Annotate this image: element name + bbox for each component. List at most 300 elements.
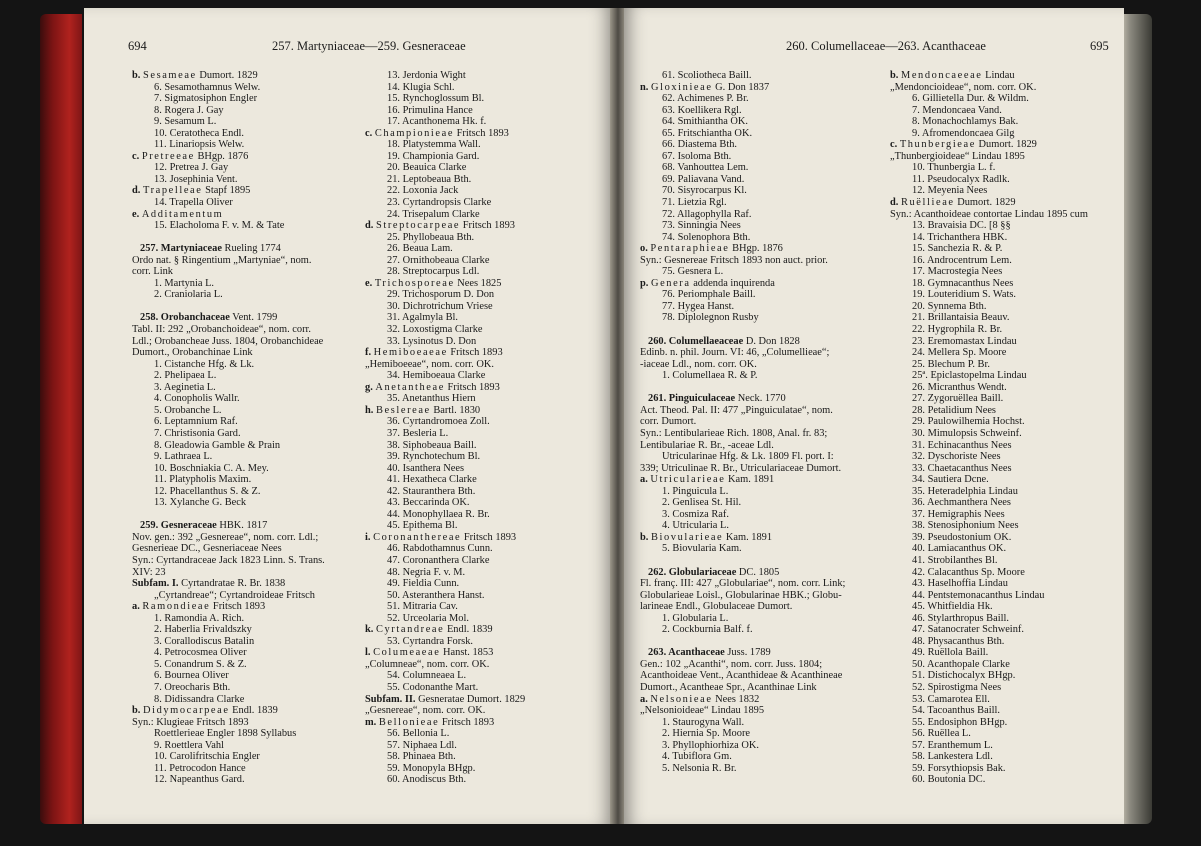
text-line: 6. Bournea Oliver bbox=[154, 670, 229, 682]
text-line: 71. Lietzia Rgl. bbox=[662, 197, 727, 209]
text-line: 10. Boschniakia C. A. Mey. bbox=[154, 462, 269, 474]
text-line: p. Genera addenda inquirenda bbox=[640, 277, 775, 289]
text-line: 21. Leptobeaua Bth. bbox=[387, 173, 472, 185]
text-line: 9. Afromendoncaea Gilg bbox=[912, 127, 1015, 139]
tribe-letter: b. bbox=[132, 70, 143, 81]
text-line: 15. Sanchezia R. & P. bbox=[912, 243, 1003, 255]
text-column bbox=[365, 70, 605, 786]
text-line: 1. Martynia L. bbox=[154, 277, 215, 289]
tribe-letter: g. bbox=[365, 381, 376, 393]
text-line: 3. Cosmiza Raf. bbox=[662, 508, 729, 520]
text-line: 19. Louteridium S. Wats. bbox=[912, 289, 1017, 301]
tribe-name: Mendoncaeeae bbox=[900, 70, 983, 81]
text-line: 18. Gymnacanthus Nees bbox=[912, 277, 1014, 289]
text-line: d. Ruëllieae Dumort. 1829 bbox=[890, 197, 1016, 209]
text-line: 9. Sesamum L. bbox=[154, 116, 217, 128]
tribe-letter: a. bbox=[640, 693, 651, 705]
text-line: 13. Bravaisia DC. [8 §§ bbox=[912, 220, 1011, 232]
text-line: 44. Pentstemonacanthus Lindau bbox=[912, 589, 1045, 601]
text-line: 52. Urceolaria Mol. bbox=[387, 612, 469, 624]
text-line: Syn.: Gesnereae Fritsch 1893 non auct. prior. bbox=[640, 254, 828, 266]
text-line: e. Trichosporeae Nees 1825 bbox=[365, 277, 502, 289]
text-line: 47. Coronanthera Clarke bbox=[387, 554, 490, 566]
text-line: h. Beslereae Bartl. 1830 bbox=[365, 404, 481, 416]
text-line: 12. Napeanthus Gard. bbox=[154, 774, 245, 786]
text-line: 29. Paulowilhemia Hochst. bbox=[912, 416, 1025, 428]
text-line: 35. Heteradelphia Lindau bbox=[912, 485, 1018, 497]
tribe-name: Ramondieae bbox=[142, 601, 211, 613]
family-name: 263. Acanthaceae bbox=[648, 647, 725, 659]
text-line: Subfam. I. Cyrtandratae R. Br. 1838 bbox=[132, 578, 286, 590]
text-line: 5. Conandrum S. & Z. bbox=[154, 658, 247, 670]
text-line: 7. Christisonia Gard. bbox=[154, 427, 241, 439]
text-line bbox=[132, 209, 372, 221]
text-line: 5. Orobanche L. bbox=[154, 404, 222, 416]
text-line: a. Nelsonieae Nees 1832 bbox=[640, 693, 760, 705]
text-line: 2. Haberlia Frivaldszky bbox=[154, 624, 252, 636]
tribe-name: Hemiboeaeae bbox=[373, 347, 448, 359]
text-line: a. Ramondieae Fritsch 1893 bbox=[132, 601, 266, 613]
text-line: 263. Acanthaceae Juss. 1789 bbox=[648, 647, 771, 659]
text-line: 17. Macrostegia Nees bbox=[912, 266, 1003, 278]
text-line: 59. Monopyla BHgp. bbox=[387, 762, 476, 774]
text-line: b. Sesameae Dumort. 1829 bbox=[132, 70, 258, 81]
text-line: 24. Mellera Sp. Moore bbox=[912, 347, 1007, 359]
text-line: 50. Asteranthera Hanst. bbox=[387, 589, 485, 601]
text-line: k. Cyrtandreae Endl. 1839 bbox=[365, 624, 493, 636]
text-line: 64. Smithiantha OK. bbox=[662, 116, 749, 128]
text-line: 78. Diplolegnon Rusby bbox=[662, 312, 759, 324]
text-line: 12. Meyenia Nees bbox=[912, 185, 988, 197]
text-line: 20. Beauica Clarke bbox=[387, 162, 467, 174]
tribe-name: Additamentum bbox=[141, 208, 224, 220]
text-line: l. Columeaeae Hanst. 1853 bbox=[365, 647, 494, 659]
text-line: 55. Endosiphon BHgp. bbox=[912, 716, 1008, 728]
text-line: 57. Eranthemum L. bbox=[912, 739, 993, 751]
text-line: 15. Elacholoma F. v. M. & Tate bbox=[154, 220, 285, 232]
text-line: 1. Ramondia A. Rich. bbox=[154, 612, 245, 624]
text-line: Gen.: 102 „Acanthi“, nom. corr. Juss. 1804; bbox=[640, 658, 823, 670]
text-line: 28. Petalidium Nees bbox=[912, 404, 996, 416]
text-line: „Hemiboeeae“, nom. corr. OK. bbox=[365, 358, 494, 370]
text-line: 30. Mimulopsis Schweinf. bbox=[912, 427, 1022, 439]
text-line: 41. Strobilanthes Bl. bbox=[912, 554, 998, 566]
text-line: g. Anetantheae Fritsch 1893 bbox=[365, 381, 500, 393]
text-line: 9. Roettlera Vahl bbox=[154, 739, 224, 751]
text-column bbox=[132, 70, 372, 786]
text-line: 39. Rynchotechum Bl. bbox=[387, 451, 481, 463]
text-line: „Nelsonioideae“ Lindau 1895 bbox=[640, 705, 765, 717]
tribe-letter: b. bbox=[890, 70, 901, 81]
text-line: 40. Lamiacanthus OK. bbox=[912, 543, 1007, 555]
text-line: a. Utricularieae Kam. 1891 bbox=[640, 474, 775, 486]
text-line: 257. Martyniaceae Rueling 1774 bbox=[140, 243, 281, 255]
text-line: 16. Androcentrum Lem. bbox=[912, 254, 1012, 266]
tribe-letter: p. bbox=[640, 277, 651, 289]
text-line: 27. Zygoruëllea Baill. bbox=[912, 393, 1004, 405]
text-line: f. Hemiboeaeae Fritsch 1893 bbox=[365, 347, 503, 359]
family-name: 259. Gesneraceae bbox=[140, 520, 217, 532]
text-line: 44. Monophyllaea R. Br. bbox=[387, 508, 490, 520]
text-line: 339; Utriculinae R. Br., Utriculariaceae Dumort. bbox=[640, 462, 842, 474]
subfamily-label: Subfam. II. bbox=[365, 693, 416, 705]
text-line: m. Bellonieae Fritsch 1893 bbox=[365, 716, 495, 728]
text-line: 34. Hemiboeaua Clarke bbox=[387, 370, 486, 382]
text-line: 6. Sesamothamnus Welw. bbox=[154, 81, 261, 93]
text-line: Tabl. II: 292 „Orobanchoideae“, nom. corr. bbox=[132, 324, 312, 336]
text-line: 29. Trichosporum D. Don bbox=[387, 289, 495, 301]
tribe-letter: a. bbox=[132, 601, 143, 613]
tribe-name: Trapelleae bbox=[142, 185, 203, 197]
text-line: 50. Acanthopale Clarke bbox=[912, 658, 1010, 670]
text-line: XIV: 23 bbox=[132, 566, 166, 578]
text-line: b. Didymocarpeae Endl. 1839 bbox=[132, 705, 278, 717]
text-line: 32. Loxostigma Clarke bbox=[387, 324, 483, 336]
text-line: Acanthoideae Vent., Acanthideae & Acanthineae bbox=[640, 670, 843, 682]
tribe-name: Cyrtandreae bbox=[375, 624, 445, 636]
text-line: 2. Genlisea St. Hil. bbox=[662, 497, 742, 509]
text-line: 68. Vanhouttea Lem. bbox=[662, 162, 749, 174]
text-line: 67. Isoloma Bth. bbox=[662, 150, 732, 162]
text-line: 53. Camarotea Ell. bbox=[912, 693, 990, 705]
text-line: 27. Ornithobeaua Clarke bbox=[387, 254, 490, 266]
text-line: 43. Beccarinda OK. bbox=[387, 497, 470, 509]
text-line: 13. Josephinia Vent. bbox=[154, 173, 238, 185]
tribe-name: Nelsonieae bbox=[650, 693, 713, 705]
text-line: 66. Diastema Bth. bbox=[662, 139, 738, 151]
family-name: 260. Columellaeaceae bbox=[648, 335, 744, 347]
text-line: 56. Bellonia L. bbox=[387, 728, 450, 740]
text-line: 22. Loxonia Jack bbox=[387, 185, 459, 197]
text-line: 48. Physacanthus Bth. bbox=[912, 635, 1005, 647]
text-line: 7. Mendoncaea Vand. bbox=[912, 104, 1002, 116]
tribe-letter: d. bbox=[365, 220, 376, 232]
tribe-letter: k. bbox=[365, 624, 376, 636]
text-line: 4. Tubiflora Gm. bbox=[662, 751, 732, 763]
text-line: 42. Calacanthus Sp. Moore bbox=[912, 566, 1025, 578]
spacer bbox=[132, 301, 372, 313]
text-line: 1. Pinguicula L. bbox=[662, 485, 729, 497]
text-line: 46. Stylarthropus Baill. bbox=[912, 612, 1009, 624]
text-line: 26. Micranthus Wendt. bbox=[912, 381, 1007, 393]
tribe-letter: f. bbox=[365, 347, 374, 359]
text-line: „Mendoncioideae“, nom. corr. OK. bbox=[890, 81, 1037, 93]
text-line: 3. Phyllophiorhiza OK. bbox=[662, 739, 759, 751]
text-line: 7. Sigmatosiphon Engler bbox=[154, 93, 258, 105]
text-line: 45. Whitfieldia Hk. bbox=[912, 601, 993, 613]
text-line: 58. Lankestera Ldl. bbox=[912, 751, 993, 763]
text-line: 24. Trisepalum Clarke bbox=[387, 208, 480, 220]
text-line: 11. Pseudocalyx Radlk. bbox=[912, 173, 1010, 185]
tribe-name: Pentaraphieae bbox=[650, 243, 730, 255]
spacer bbox=[640, 636, 890, 648]
text-line: 19. Championia Gard. bbox=[387, 150, 480, 162]
text-line: c. Championieae Fritsch 1893 bbox=[365, 127, 509, 139]
text-line: 58. Phinaea Bth. bbox=[387, 751, 456, 763]
text-line: 14. Klugia Schl. bbox=[387, 81, 455, 93]
text-line: 59. Forsythiopsis Bak. bbox=[912, 762, 1006, 774]
tribe-name: Pretreeae bbox=[141, 150, 195, 162]
text-line: 30. Dichrotrichum Vriese bbox=[387, 300, 493, 312]
text-line: 28. Streptocarpus Ldl. bbox=[387, 266, 480, 278]
text-line: 40. Isanthera Nees bbox=[387, 462, 465, 474]
text-line: 36. Aechmanthera Nees bbox=[912, 497, 1011, 509]
text-line: 10. Ceratotheca Endl. bbox=[154, 127, 245, 139]
text-line: 21. Brillantaisia Beauv. bbox=[912, 312, 1010, 324]
text-line: 63. Koellikera Rgl. bbox=[662, 104, 742, 116]
text-line: 23. Cyrtandropsis Clarke bbox=[387, 197, 492, 209]
family-name: 257. Martyniaceae bbox=[140, 243, 222, 255]
tribe-letter: d. bbox=[890, 197, 901, 209]
text-line: larineae Endl., Globulaceae Dumort. bbox=[640, 601, 793, 613]
text-line: 10. Carolifritschia Engler bbox=[154, 751, 260, 763]
text-line: 4. Utricularia L. bbox=[662, 520, 729, 532]
tribe-letter: b. bbox=[132, 705, 143, 717]
text-line: 69. Paliavana Vand. bbox=[662, 173, 745, 185]
text-line: „Thunbergioideae“ Lindau 1895 bbox=[890, 150, 1025, 162]
tribe-name: Streptocarpeae bbox=[375, 220, 461, 232]
text-line: 38. Siphobeaua Baill. bbox=[387, 439, 477, 451]
text-line: Dumort., Orobanchinae Link bbox=[132, 347, 253, 359]
text-line: 10. Thunbergia L. f. bbox=[912, 162, 996, 174]
text-line: 52. Spirostigma Nees bbox=[912, 681, 1002, 693]
text-line: 3. Corallodiscus Batalin bbox=[154, 635, 255, 647]
text-line: 42. Stauranthera Bth. bbox=[387, 485, 476, 497]
text-line: 51. Mitraria Cav. bbox=[387, 601, 458, 613]
tribe-letter: i. bbox=[365, 531, 374, 543]
text-line: 43. Haselhoffia Lindau bbox=[912, 578, 1008, 590]
text-line: Edinb. n. phil. Journ. VI: 46, „Columellieae“; bbox=[640, 347, 830, 359]
spacer bbox=[640, 382, 890, 394]
text-line: 8. Didissandra Clarke bbox=[154, 693, 245, 705]
text-line: 11. Linariopsis Welw. bbox=[154, 139, 245, 151]
text-line: 15. Rynchoglossum Bl. bbox=[387, 93, 485, 105]
running-head: 257. Martyniaceae—259. Gesneraceae bbox=[272, 39, 466, 53]
text-line: 9. Lathraea L. bbox=[154, 451, 213, 463]
text-line: 55. Codonanthe Mart. bbox=[387, 681, 479, 693]
text-line: 259. Gesneraceae HBK. 1817 bbox=[140, 520, 268, 532]
tribe-letter: h. bbox=[365, 404, 376, 416]
text-line: 8. Monachochlamys Bak. bbox=[912, 116, 1019, 128]
text-line: d. Streptocarpeae Fritsch 1893 bbox=[365, 220, 515, 232]
text-line: 25. Blechum P. Br. bbox=[912, 358, 990, 370]
text-line: 260. Columellaeaceae D. Don 1828 bbox=[648, 335, 800, 347]
text-line: 75. Gesnera L. bbox=[662, 266, 724, 278]
text-line: 36. Cyrtandromoea Zoll. bbox=[387, 416, 490, 428]
text-line: 8. Rogera J. Gay bbox=[154, 104, 224, 116]
text-line: 45. Epithema Bl. bbox=[387, 520, 458, 532]
text-line: 25ª. Epiclastopelma Lindau bbox=[912, 370, 1027, 382]
text-line: Fl. franç. III: 427 „Globulariae“, nom. corr. Link; bbox=[640, 578, 846, 590]
text-line: 5. Biovularia Kam. bbox=[662, 543, 742, 555]
text-line: 17. Acanthonema Hk. f. bbox=[387, 116, 487, 128]
text-line: 22. Hygrophila R. Br. bbox=[912, 324, 1003, 336]
text-line: 37. Besleria L. bbox=[387, 427, 449, 439]
text-line: 20. Synnema Bth. bbox=[912, 300, 987, 312]
tribe-letter: e. bbox=[132, 208, 142, 220]
text-line: d. Trapelleae Stapf 1895 bbox=[132, 185, 251, 197]
text-line: 258. Orobanchaceae Vent. 1799 bbox=[140, 312, 278, 324]
text-line: -iaceae Ldl., nom. corr. OK. bbox=[640, 358, 757, 370]
tribe-name: Gloxinieae bbox=[650, 81, 713, 93]
text-line: Dumort., Acantheae Spr., Acanthinae Link bbox=[640, 681, 817, 693]
text-line: 72. Allagophylla Raf. bbox=[662, 208, 752, 220]
text-line: 37. Hemigraphis Nees bbox=[912, 508, 1005, 520]
text-line: 14. Trapella Oliver bbox=[154, 197, 233, 209]
text-line: 12. Phacellanthus S. & Z. bbox=[154, 485, 261, 497]
text-line: 261. Pinguiculaceae Neck. 1770 bbox=[648, 393, 786, 405]
text-line: 1. Cistanche Hfg. & Lk. bbox=[154, 358, 255, 370]
text-line: 11. Petrocodon Hance bbox=[154, 762, 246, 774]
text-line: Nov. gen.: 392 „Gesnereae“, nom. corr. Ldl.; bbox=[132, 531, 319, 543]
text-line: 57. Niphaea Ldl. bbox=[387, 739, 457, 751]
text-line: 4. Conopholis Wallr. bbox=[154, 393, 240, 405]
text-line: 77. Hygea Hanst. bbox=[662, 300, 735, 312]
page-number: 695 bbox=[1090, 39, 1109, 53]
text-line: 49. Fieldia Cunn. bbox=[387, 578, 460, 590]
text-line: 12. Pretrea J. Gay bbox=[154, 162, 229, 174]
text-line: c. Thunbergieae Dumort. 1829 bbox=[890, 139, 1037, 151]
text-line: b. Biovularieae Kam. 1891 bbox=[640, 531, 773, 543]
text-column bbox=[890, 70, 1122, 786]
text-line: 70. Sisyrocarpus Kl. bbox=[662, 185, 747, 197]
text-line: 49. Ruëllola Baill. bbox=[912, 647, 989, 659]
text-line: Roettlerieae Engler 1898 Syllabus bbox=[154, 728, 297, 740]
tribe-name: Genera bbox=[650, 277, 691, 289]
text-line: 47. Satanocrater Schweinf. bbox=[912, 624, 1024, 636]
text-line: „Columneae“, nom. corr. OK. bbox=[365, 658, 490, 670]
tribe-letter: l. bbox=[365, 647, 374, 659]
tribe-name: Bellonieae bbox=[378, 716, 440, 728]
tribe-letter: d. bbox=[132, 185, 143, 197]
text-line: 33. Lysinotus D. Don bbox=[387, 335, 477, 347]
text-line: 39. Pseudostonium OK. bbox=[912, 531, 1012, 543]
family-name: 258. Orobanchaceae bbox=[140, 312, 230, 324]
text-line: 41. Hexatheca Clarke bbox=[387, 474, 477, 486]
tribe-letter: e. bbox=[365, 277, 375, 289]
spacer bbox=[132, 509, 372, 521]
running-head: 260. Columellaceae—263. Acanthaceae bbox=[786, 39, 986, 53]
text-line: 13. Jerdonia Wight bbox=[387, 70, 466, 81]
text-line: n. Gloxinieae G. Don 1837 bbox=[640, 81, 770, 93]
text-line: 62. Achimenes P. Br. bbox=[662, 93, 749, 105]
tribe-letter: o. bbox=[640, 243, 651, 255]
tribe-name: Coronanthereae bbox=[373, 531, 462, 543]
text-line: 1. Globularia L. bbox=[662, 612, 729, 624]
text-line: 6. Gillietella Dur. & Wildm. bbox=[912, 93, 1029, 105]
text-line: 76. Periomphale Baill. bbox=[662, 289, 756, 301]
text-line: 73. Sinningia Nees bbox=[662, 220, 741, 232]
text-line: 23. Eremomastax Lindau bbox=[912, 335, 1017, 347]
text-line: 53. Cyrtandra Forsk. bbox=[387, 635, 474, 647]
text-line: corr. Link bbox=[132, 266, 173, 278]
text-line: 54. Tacoanthus Baill. bbox=[912, 705, 1000, 717]
text-line: Syn.: Klugieae Fritsch 1893 bbox=[132, 716, 249, 728]
text-line: 7. Oreocharis Bth. bbox=[154, 681, 231, 693]
text-line: corr. Dumort. bbox=[640, 416, 697, 428]
text-line: 35. Anetanthus Hiern bbox=[387, 393, 476, 405]
text-line: Act. Theod. Pal. II: 477 „Pinguiculatae“, nom. bbox=[640, 404, 833, 416]
spacer bbox=[132, 232, 372, 244]
text-line: Syn.: Acanthoideae contortae Lindau 1895 cum bbox=[890, 208, 1088, 220]
tribe-name: Beslereae bbox=[375, 404, 431, 416]
tribe-name: Biovularieae bbox=[650, 531, 724, 543]
text-line: 60. Anodiscus Bth. bbox=[387, 774, 467, 786]
text-line: 11. Platypholis Maxim. bbox=[154, 474, 252, 486]
text-line: 5. Nelsonia R. Br. bbox=[662, 762, 737, 774]
right-page bbox=[624, 8, 1124, 824]
tribe-letter: c. bbox=[365, 127, 375, 139]
text-line: 25. Phyllobeaua Bth. bbox=[387, 231, 475, 243]
spacer bbox=[640, 324, 890, 336]
subfamily-label: Subfam. I. bbox=[132, 578, 179, 590]
tribe-name: Thunbergieae bbox=[899, 139, 976, 151]
tribe-name: Utricularieae bbox=[650, 474, 726, 486]
tribe-letter: c. bbox=[890, 139, 900, 151]
text-line: Ordo nat. § Ringentium „Martyniae“, nom. bbox=[132, 254, 312, 266]
text-line: Globularieae Loisl., Globularinae HBK.; Globu- bbox=[640, 589, 842, 601]
text-line: Subfam. II. Gesneratae Dumort. 1829 bbox=[365, 693, 526, 705]
text-line: 4. Petrocosmea Oliver bbox=[154, 647, 247, 659]
text-line: 32. Dyschoriste Nees bbox=[912, 451, 1001, 463]
tribe-name: Ruëllieae bbox=[900, 197, 955, 209]
text-line: 1. Columellaea R. & P. bbox=[662, 370, 758, 382]
book-red-edge bbox=[40, 14, 82, 824]
text-line: 3. Aeginetia L. bbox=[154, 381, 216, 393]
tribe-name: Columeaeae bbox=[373, 647, 441, 659]
tribe-name: Sesameae bbox=[142, 70, 197, 81]
text-line: c. Pretreeae BHgp. 1876 bbox=[132, 150, 249, 162]
tribe-letter: m. bbox=[365, 716, 379, 728]
tribe-letter: c. bbox=[132, 150, 142, 162]
tribe-letter: a. bbox=[640, 474, 651, 486]
left-page bbox=[84, 8, 612, 824]
text-line: 33. Chaetacanthus Nees bbox=[912, 462, 1012, 474]
text-line: 18. Platystemma Wall. bbox=[387, 139, 481, 151]
text-line: Ldl.; Orobancheae Juss. 1804, Orobanchideae bbox=[132, 335, 324, 347]
text-line: Lentibulariae R. Br., -aceae Ldl. bbox=[640, 439, 774, 451]
tribe-letter: b. bbox=[640, 531, 651, 543]
text-line: Syn.: Lentibularieae Rich. 1808, Anal. fr. 83; bbox=[640, 427, 828, 439]
text-line: 2. Phelipaea L. bbox=[154, 370, 217, 382]
text-line: Gesnerieae DC., Gesneriaceae Nees bbox=[132, 543, 282, 555]
text-line: b. Mendoncaeeae Lindau bbox=[890, 70, 1015, 81]
text-line: 61. Scoliotheca Baill. bbox=[662, 70, 752, 81]
text-line: i. Coronanthereae Fritsch 1893 bbox=[365, 531, 517, 543]
text-line: Utricularinae Hfg. & Lk. 1809 Fl. port. I: bbox=[662, 451, 834, 463]
text-line: 60. Boutonia DC. bbox=[912, 774, 986, 786]
text-line: 2. Craniolaria L. bbox=[154, 289, 223, 301]
text-line: 2. Cockburnia Balf. f. bbox=[662, 624, 753, 636]
tribe-name: Trichosporeae bbox=[374, 277, 455, 289]
text-line: Syn.: Cyrtandraceae Jack 1823 Linn. S. Trans. bbox=[132, 554, 325, 566]
text-line: 48. Negria F. v. M. bbox=[387, 566, 466, 578]
text-line: 54. Columneaea L. bbox=[387, 670, 467, 682]
text-line: 8. Gleadowia Gamble & Prain bbox=[154, 439, 281, 451]
tribe-name: Championieae bbox=[374, 127, 455, 139]
family-name: 261. Pinguiculaceae bbox=[648, 393, 736, 405]
text-line: „Cyrtandreae“; Cyrtandroideae Fritsch bbox=[154, 589, 315, 601]
text-line: 31. Agalmyla Bl. bbox=[387, 312, 458, 324]
text-line: 262. Globulariaceae DC. 1805 bbox=[648, 566, 780, 578]
tribe-name: Anetantheae bbox=[375, 381, 445, 393]
tribe-name: Didymocarpeae bbox=[142, 705, 230, 717]
text-line: 1. Staurogyna Wall. bbox=[662, 716, 745, 728]
text-line: 46. Rabdothamnus Cunn. bbox=[387, 543, 493, 555]
text-line: 6. Leptamnium Raf. bbox=[154, 416, 238, 428]
text-line: 74. Solenophora Bth. bbox=[662, 231, 751, 243]
text-line: 13. Xylanche G. Beck bbox=[154, 497, 247, 509]
